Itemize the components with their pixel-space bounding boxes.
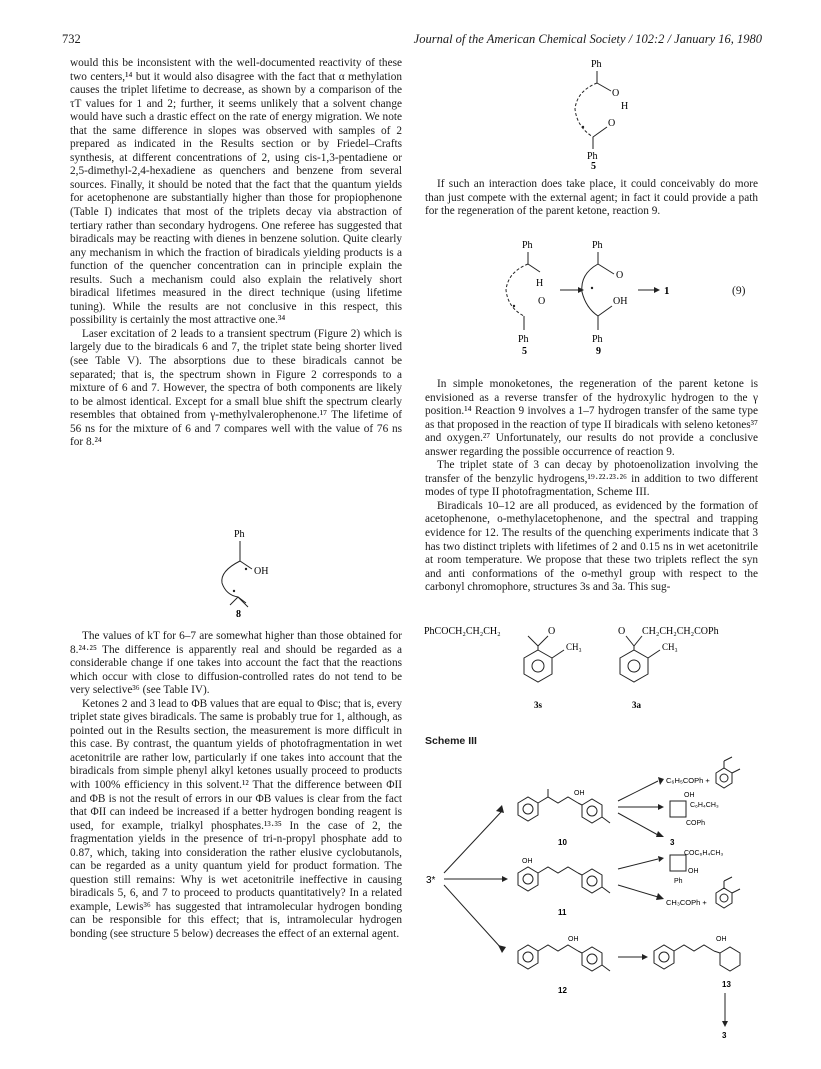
paragraph: The values of kT for 6–7 are somewhat higher than those obtained for 8.²⁴·²⁵ The difference is apparently real and should be regarded as a considerable change if one takes into account the fact that the reactions which occur with close to diffusion-controlled rates do not tend to be very selective³⁶ (see Table IV). — [70, 630, 402, 697]
o-label: O — [618, 626, 626, 637]
ph-label: Ph — [592, 334, 603, 345]
oh-label: OH — [574, 790, 585, 797]
ch3-label: CH₃ — [566, 642, 582, 652]
o-label: O — [616, 270, 624, 281]
paragraph: Laser excitation of 2 leads to a transient spectrum (Figure 2) which is largely due to the biradicals 6 and 7, the triplet state being shorter lived (see Table V). The absorptions due to these biradicals cannot be separated; that is, the spectrum shown in Figure 2 corresponds to a mixture of 6 and 7. However, the spectra of both components are likely to be almost identical. Except for a small blue shift the spectrum clearly resembles that obtained from γ-methylvalerophenone.¹⁷ The lifetime of 56 ns for the mixture of 6 and 7 compares well with the value of 76 ns for 8.²⁴ — [70, 327, 402, 449]
biradical-11 — [518, 858, 610, 917]
oh-label: OH — [684, 792, 695, 799]
structure-label: 9 — [596, 346, 601, 357]
oh-label: OH — [613, 296, 628, 307]
ph-label: Ph — [674, 878, 683, 885]
structure-label: 5 — [522, 346, 527, 357]
product-label: CH₃COPh + — [666, 898, 707, 907]
paragraph: In simple monoketones, the regeneration of the parent ketone is envisioned as a reverse transfer of the hydroxylic hydrogen to the γ position.¹⁴ Reaction 9 involves a 1–7 hydrogen transfer of the same type as that proposed in the reaction of type II biradicals with seleno ketones³⁷ and oxygen.²⁷ Unfortunately, our results do not provide a conclusive answer regarding the possible occurrence of reaction 9. — [425, 378, 758, 458]
structure-5 — [555, 55, 655, 170]
reaction-9 — [480, 238, 750, 366]
right-column-block-1 — [425, 178, 758, 219]
left-column-block-2 — [70, 630, 402, 942]
journal-citation: Journal of the American Chemical Society / 102:2 / January 16, 1980 — [413, 32, 762, 46]
page-number: 732 — [62, 32, 81, 46]
ph-label: Ph — [234, 529, 245, 540]
scheme-title: Scheme III — [425, 735, 477, 747]
scheme-label: 13 — [722, 980, 731, 989]
paragraph: Ketones 2 and 3 lead to ΦB values that are equal to Φisc; that is, every triplet state gives biradicals. The same is probably true for 1, although, as pointed out in the Results section, the measurement is more difficult in this case. By contrast, the quantum yields of photofragmentation in wet acetonitrile are rather low, particularly if one takes into account that the biradicals from simple phenyl alkyl ketones usually proceed to products with 100% efficiency in this solvent.¹² That the difference between ΦII and ΦB is not the result of errors in our ΦB values is clear from the fact that ΦII can indeed be increased if a better hydrogen bonding reagent is used, for example, trialkyl phosphates.¹³·³⁵ In the case of 2, the fragmentation yields in the presence of tri-n-propyl phosphate add to 0.87, which, taking into consideration the rather elusive cyclobutanols, can be regarded as a unity quantum yield for product formation. The question still remains: Why is wet acetonitrile ineffective in causing biradicals 5, 6, and 7 to proceed to products quantitatively? In a related example, Lewis³⁶ has suggested that intramolecular hydrogen bonding can be responsible for this effect; that is, intramolecular hydrogen bonding (see structure 5 below) decreases the effect of an external agent. — [70, 697, 402, 941]
structure-8 — [190, 525, 290, 620]
scheme-iii-diagram — [422, 755, 777, 1040]
biradical-12 — [518, 936, 610, 995]
left-column-block-1 — [70, 57, 402, 450]
paragraph: would this be inconsistent with the well-documented reactivity of these two centers,¹⁴ but it would also disagree with the fact that α methylation causes the triplet lifetime to decrease, as shown by a comparison of the τT values for 1 and 2; further, it seems unlikely that a solvent change would have such a drastic effect on the rate of energy migration. We note that the same difference in slopes was observed with samples of 2 prepared as indicated in the Results section or by Friedel–Crafts synthesis, at different concentrations of 2, using cis-1,3-pentadiene or 2,5-dimethyl-2,4-hexadiene as quenchers and benzene from several sources. Finally, it should be noted that the fact that the quantum yields for acetophenone are substantially higher than those for propiophenone (Table I) indicates that most of the triplets decay via abstraction of tertiary rather than secondary hydrogens. One referee has suggested that biradicals may be reacting with dienes in benzene solution. Quite clearly any mechanism in which the fraction of biradicals yielding products is a function of the quencher concentration can in principle explain the results. Such a mechanism could also explain the relatively short biradical lifetimes measured in the direct technique (using lifetime tuning). While the results are not conclusive in this respect, this possibility is certainly the most attractive one.³⁴ — [70, 57, 402, 327]
ch3-label: CH₃ — [662, 642, 678, 652]
o-label: O — [608, 118, 616, 129]
chain-label: CH₂CH₂CH₂COPh — [642, 626, 719, 637]
o-label: O — [612, 88, 620, 99]
product-label: 3 — [670, 838, 675, 847]
h-label: H — [621, 101, 629, 112]
start-label: 3* — [426, 875, 436, 886]
oh-label: OH — [254, 566, 269, 577]
oh-label: OH — [568, 936, 579, 943]
oh-label: OH — [522, 858, 533, 865]
structure-label: 8 — [236, 609, 241, 620]
ph-label: Ph — [587, 151, 598, 162]
page-header — [62, 32, 762, 50]
biradical-10 — [518, 789, 610, 847]
paragraph: Biradicals 10–12 are all produced, as evidenced by the formation of acetophenone, o-methylacetophenone, and the spectral and trapping evidence for 12. The results of the quenching experiments indicate that 3 has two distinct triplets with lifetimes of 2 and 0.15 ns in wet acetonitrile at room temperature. We propose that these two triplets reflect the syn and anti conformations of the o-methyl group with respect to the carbonyl chromophore, structures 3s and 3a. This sug- — [425, 499, 758, 594]
product-label: 1 — [664, 285, 670, 297]
oh-label: OH — [688, 868, 699, 875]
ph-label: Ph — [592, 240, 603, 251]
equation-number: (9) — [732, 285, 746, 297]
scheme-label: 10 — [558, 838, 567, 847]
product-label: C₆H₅COPh + — [666, 776, 710, 785]
structure-label: 5 — [591, 161, 596, 170]
ph-label: Ph — [518, 334, 529, 345]
scheme-label: 3 — [722, 1031, 727, 1040]
ph-label: Ph — [591, 59, 602, 70]
ph-label: Ph — [522, 240, 533, 251]
o-label: O — [548, 626, 556, 637]
h-label: H — [536, 278, 544, 289]
structures-3s-3a — [420, 622, 760, 714]
structure-label: 3a — [632, 700, 641, 710]
chain-label: PhCOCH₂CH₂CH₂ — [424, 626, 501, 637]
scheme-label: 12 — [558, 986, 567, 995]
paragraph: If such an interaction does take place, it could conceivably do more than just compete with the external agent; in fact it could provide a path for the regeneration of the parent ketone, reaction 9. — [425, 178, 758, 218]
product-label: COC₆H₄CH₃ — [684, 850, 724, 857]
oh-label: OH — [716, 936, 727, 943]
right-column-block-2 — [425, 378, 758, 595]
scheme-label: 11 — [558, 908, 567, 917]
paragraph: The triplet state of 3 can decay by photoenolization involving the transfer of the benzylic hydrogens,¹⁹·²²·²³·²⁶ in addition to two different modes of type II photofragmentation, Scheme III. — [425, 459, 758, 499]
photoenol-13 — [654, 936, 740, 989]
o-label: O — [538, 296, 546, 307]
product-label: COPh — [686, 820, 706, 827]
product-label: C₆H₄CH₃ — [690, 802, 719, 809]
structure-label: 3s — [534, 700, 543, 710]
